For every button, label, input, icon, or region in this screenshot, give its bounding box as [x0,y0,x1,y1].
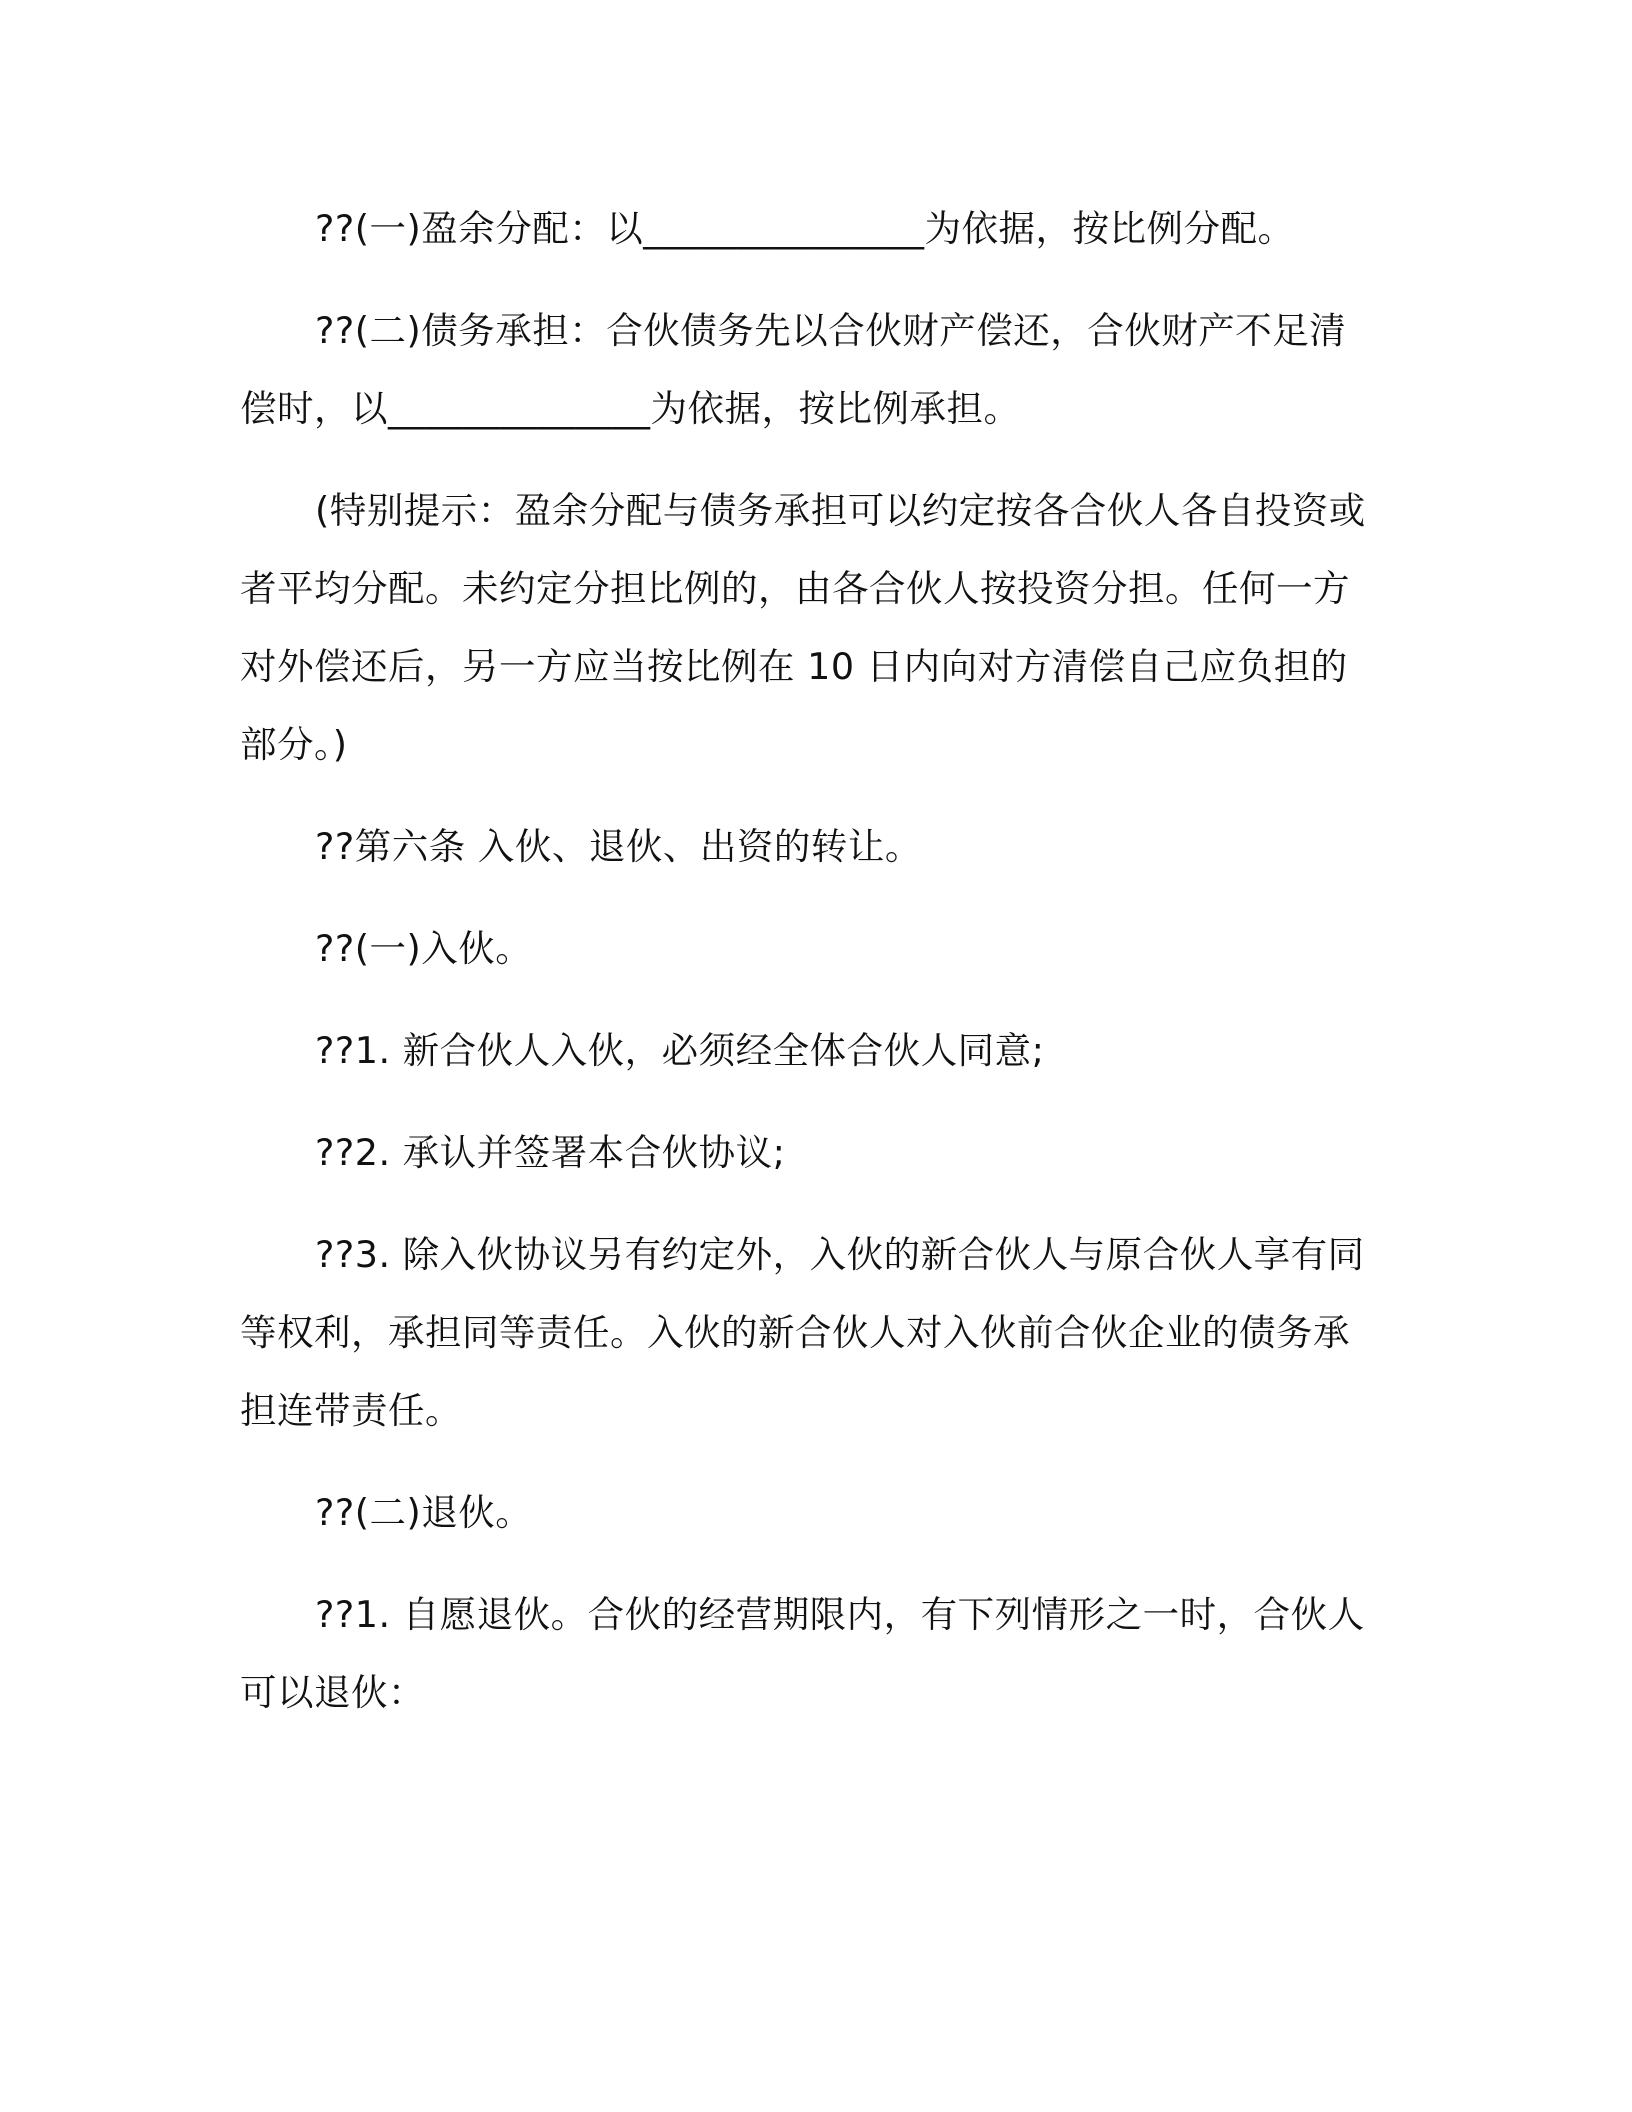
paragraph-joining-item-3: ??3. 除入伙协议另有约定外，入伙的新合伙人与原合伙人享有同等权利，承担同等责任。入伙的新合伙人对入伙前合伙企业的债务承担连带责任。 [240,1233,1365,1432]
document-page [240,190,1380,1756]
paragraph-joining-item-2: ??2. 承认并签署本合伙协议; [315,1131,786,1174]
paragraph-joining-item-1: ??1. 新合伙人入伙，必须经全体合伙人同意; [315,1029,1045,1072]
paragraph-article-six-heading: ??第六条 入伙、退伙、出资的转让。 [315,825,922,868]
paragraph-withdrawal-item-1: ??1. 自愿退伙。合伙的经营期限内，有下列情形之一时，合伙人可以退伙： [240,1593,1365,1714]
paragraph-debt-bearing: ??(二)债务承担：合伙债务先以合伙财产偿还，合伙财产不足清偿时，以______________为依据，按比例承担。 [240,309,1347,430]
paragraph-withdrawal-heading: ??(二)退伙。 [315,1491,533,1534]
paragraph-special-note: (特别提示：盈余分配与债务承担可以约定按各合伙人各自投资或者平均分配。未约定分担比例的，由各合伙人按投资分担。任何一方对外偿还后，另一方应当按比例在 10 日内向对方清偿自己应负担的部分。) [240,489,1366,766]
paragraph-profit-distribution: ??(一)盈余分配：以_______________为依据，按比例分配。 [315,207,1295,250]
paragraph-joining-heading: ??(一)入伙。 [315,927,533,970]
